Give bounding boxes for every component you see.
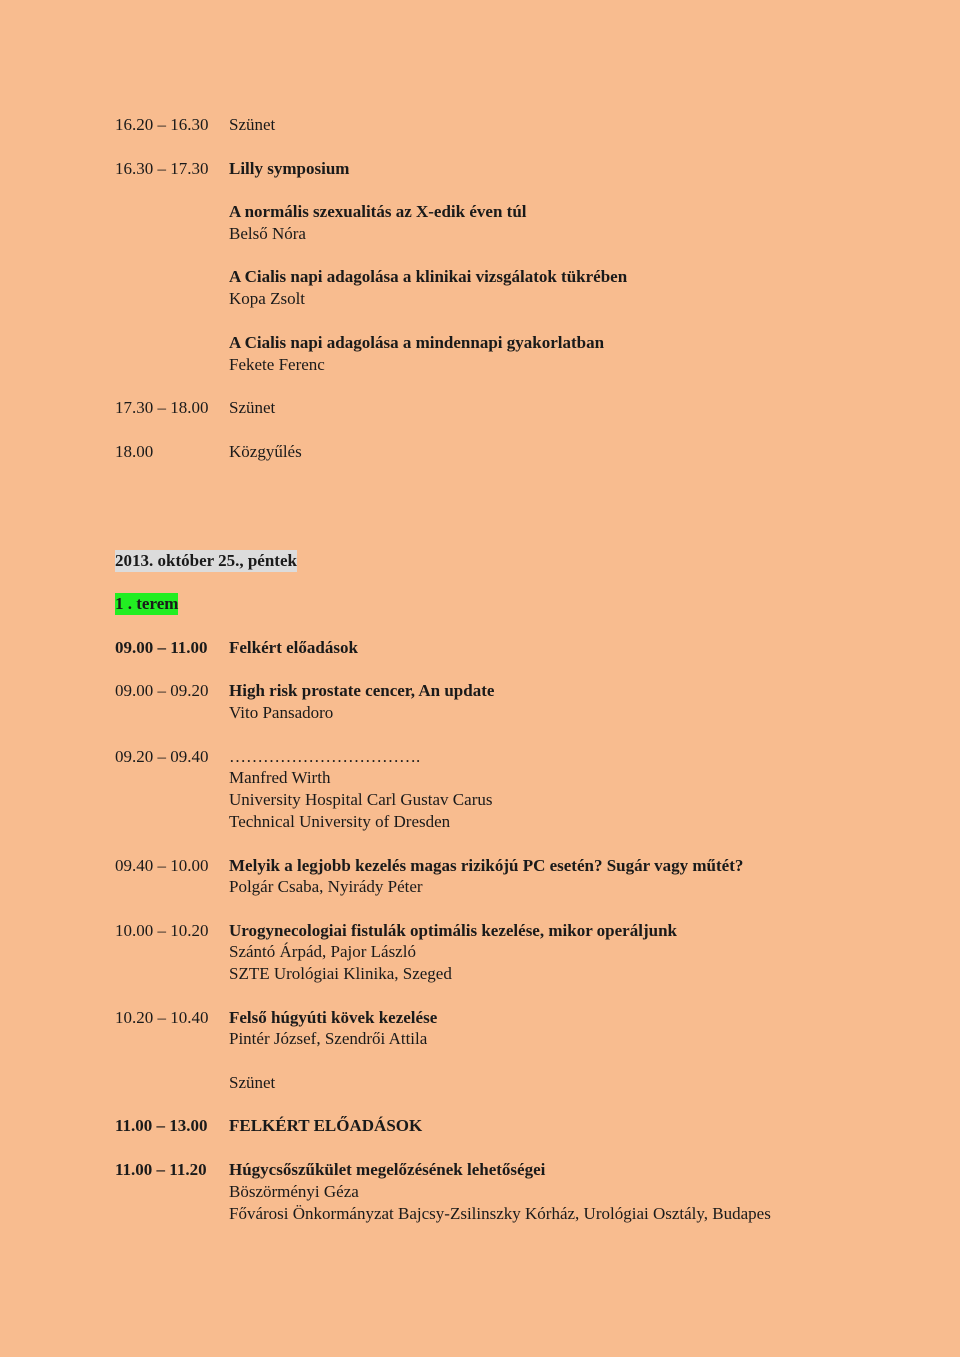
speaker: Vito Pansadoro <box>229 703 334 722</box>
speaker: Szántó Árpád, Pajor László <box>229 942 416 961</box>
time-slot: 10.00 – 10.20 <box>115 921 209 940</box>
speaker: Belső Nóra <box>229 224 306 243</box>
speaker: Böszörményi Géza <box>229 1182 359 1201</box>
assembly-label: Közgyűlés <box>229 442 302 461</box>
affiliation: University Hospital Carl Gustav Carus <box>229 790 493 809</box>
speaker: Pintér József, Szendrői Attila <box>229 1029 428 1048</box>
session-title: FELKÉRT ELŐADÁSOK <box>229 1116 423 1135</box>
time-slot: 10.20 – 10.40 <box>115 1008 209 1027</box>
break-label: Szünet <box>229 115 276 134</box>
time-slot: 18.00 <box>115 442 154 461</box>
time-slot: 11.00 – 11.20 <box>115 1160 207 1179</box>
talk-title: High risk prostate cencer, An update <box>229 681 495 700</box>
talk-title: Húgycsőszűkület megelőzésének lehetőségei <box>229 1160 546 1179</box>
break-label: Szünet <box>229 398 276 417</box>
time-slot: 09.00 – 09.20 <box>115 681 209 700</box>
affiliation: Technical University of Dresden <box>229 812 451 831</box>
time-slot: 09.00 – 11.00 <box>115 638 208 657</box>
affiliation: Fővárosi Önkormányzat Bajcsy-Zsilinszky Kórház, Urológiai Osztály, Budapes <box>229 1204 771 1223</box>
talk-title: A normális szexualitás az X-edik éven túl <box>229 202 527 221</box>
talk-title: A Cialis napi adagolása a mindennapi gyakorlatban <box>229 333 605 352</box>
day-date: 2013. október 25., péntek <box>115 551 297 570</box>
break-label: Szünet <box>229 1073 276 1092</box>
talk-title: Felső húgyúti kövek kezelése <box>229 1008 438 1027</box>
session-title: Lilly symposium <box>229 159 350 178</box>
speaker: Manfred Wirth <box>229 768 331 787</box>
speaker: Polgár Csaba, Nyirády Péter <box>229 877 423 896</box>
time-slot: 16.30 – 17.30 <box>115 159 209 178</box>
time-slot: 09.20 – 09.40 <box>115 747 209 766</box>
talk-title: ……………………………. <box>229 747 421 766</box>
speaker: Fekete Ferenc <box>229 355 325 374</box>
speaker: Kopa Zsolt <box>229 289 306 308</box>
time-slot: 11.00 – 13.00 <box>115 1116 208 1135</box>
talk-title: A Cialis napi adagolása a klinikai vizsgálatok tükrében <box>229 267 628 286</box>
session-title: Felkért előadások <box>229 638 358 657</box>
time-slot: 16.20 – 16.30 <box>115 115 209 134</box>
time-slot: 17.30 – 18.00 <box>115 398 209 417</box>
affiliation: SZTE Urológiai Klinika, Szeged <box>229 964 452 983</box>
time-slot: 09.40 – 10.00 <box>115 856 209 875</box>
room-label: 1 . terem <box>115 594 179 613</box>
talk-title: Urogynecologiai fistulák optimális kezelése, mikor operáljunk <box>229 921 677 940</box>
talk-title: Melyik a legjobb kezelés magas rizikójú PC esetén? Sugár vagy műtét? <box>229 856 744 875</box>
